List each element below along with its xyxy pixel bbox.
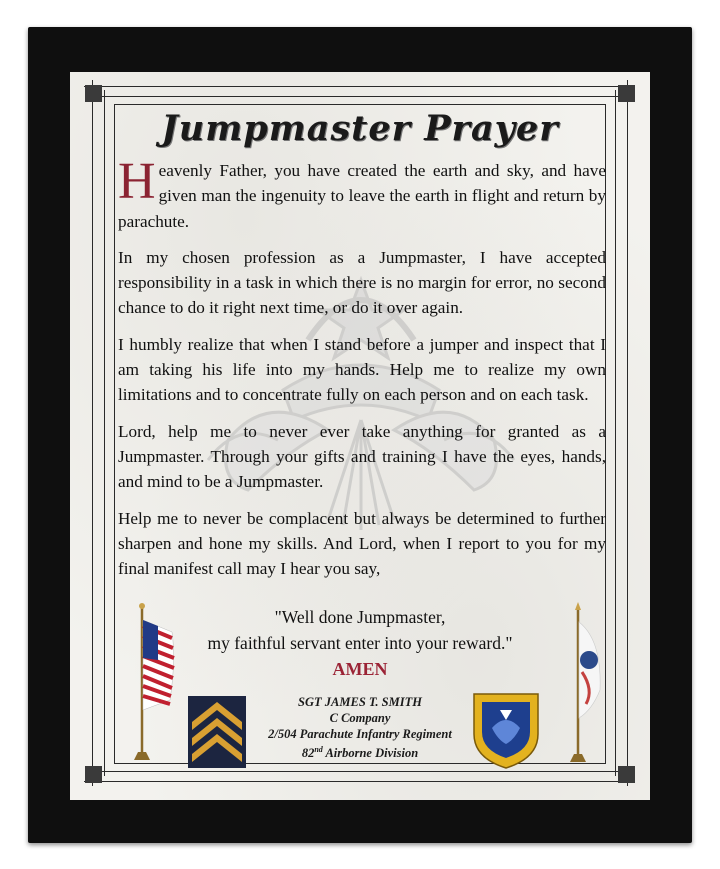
closing-quote — [140, 604, 580, 656]
signature-division: 82nd Airborne Division — [301, 745, 419, 761]
sergeant-chevrons-icon — [188, 696, 246, 768]
paragraph-4: Lord, help me to never ever take anything for granted as a Jumpmaster. Through your gifts and training I have the eyes, hands, and mind to be a Jumpmaster. — [118, 421, 606, 492]
signature-company: C Company — [329, 711, 391, 725]
drop-cap: H — [118, 153, 156, 210]
paragraph-2: In my chosen profession as a Jumpmaster, I have accepted responsibility in a task in which there is no margin for error, no second chance to do it right next time, or do it over again. — [118, 247, 606, 318]
quote-line-1: "Well done Jumpmaster, — [274, 607, 446, 627]
corner-square-bottom-left — [85, 766, 102, 783]
quote-line-2: my faithful servant enter into your reward." — [207, 633, 513, 653]
signature-name: SGT JAMES T. SMITH — [298, 695, 422, 709]
page-title: Jumpmaster Prayer — [161, 108, 559, 149]
corner-square-top-left — [85, 85, 102, 102]
prayer-body — [118, 153, 606, 592]
paragraph-5: Help me to never be complacent but always be determined to further sharpen and hone my skills. And Lord, when I report to you for my final manifest call may I hear you say, — [118, 508, 606, 579]
paragraph-3: I humbly realize that when I stand before a jumper and inspect that I am taking his life into my hands. Help me to realize my own limitations and to concentrate fully on each person and on each task. — [118, 334, 606, 405]
signature-block — [250, 694, 470, 761]
unit-crest-icon — [470, 690, 542, 770]
amen-text: AMEN — [332, 659, 388, 679]
us-flag-icon — [120, 600, 178, 770]
signature-regiment: 2/504 Parachute Infantry Regiment — [268, 727, 452, 741]
paragraph-1-text: eavenly Father, you have created the earth and sky, and have given man the ingenuity to leave the earth in flight and return by parachute. — [118, 161, 606, 231]
corner-square-bottom-right — [618, 766, 635, 783]
corner-square-top-right — [618, 85, 635, 102]
army-flag-icon — [556, 600, 606, 770]
paragraph-1 — [118, 153, 606, 234]
